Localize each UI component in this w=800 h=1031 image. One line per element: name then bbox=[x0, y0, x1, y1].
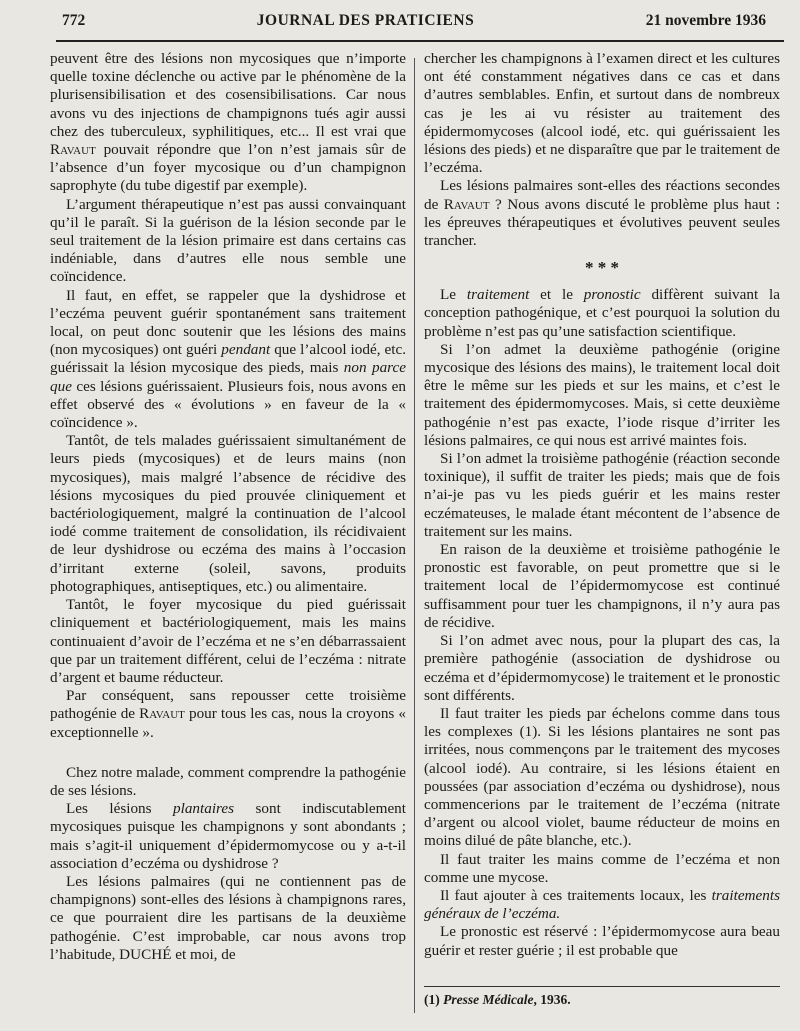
paragraph: Si l’on admet la troisième pathogénie (réaction seconde toxinique), il suffit de traiter les pieds; mais que de fois n’ai-je pas vu les pieds guérir et les mains rester eczémateuses, le malade étant mécontent de l’absence de traitement sur les mains. bbox=[424, 450, 780, 540]
paragraph: En raison de la deuxième et troisième pathogénie le pronostic est favorable, on peut promettre que si le traitement local de l’épidermomycose est continué suffisamment pour tuer les champignons, il n’y aura pas de récidive. bbox=[424, 541, 780, 631]
paragraph: Chez notre malade, comment comprendre la pathogénie de ses lésions. bbox=[50, 763, 406, 799]
paragraph: Il faut, en effet, se rappeler que la dyshidrose et l’eczéma peuvent guérir spontanément sans traitement local, on peut donc soutenir que les lésions des mains (non mycosiques) ont guéri pendant que l’alcool iodé, etc. guérissait la lésion mycosique des pieds, mais non parce que ces lésions guérissaient. Plusieurs fois, nous avons en effet observé des « évolutions » en faveur de la « coïncidence ». bbox=[50, 286, 406, 432]
header-rule bbox=[56, 40, 784, 42]
paragraph: Tantôt, le foyer mycosique du pied guérissait cliniquement et bactériologiquement, mais les mains continuaient d’avoir de l’eczéma et ne s’en débarrassaient que par un traitement différent, celui de l’eczéma : nitrate d’argent et baume réducteur. bbox=[50, 596, 406, 686]
right-column bbox=[424, 50, 780, 960]
paragraph: Les lésions palmaires sont-elles des réactions secondes de Ravaut ? Nous avons discuté le problème plus haut : les épreuves thérapeutiques et évolutives peuvent seules trancher. bbox=[424, 177, 780, 250]
paragraph: Le pronostic est réservé : l’épidermomycose aura beau guérir et rester guérie ; il est probable que bbox=[424, 923, 780, 959]
page-number: 772 bbox=[62, 12, 86, 29]
page-header bbox=[62, 12, 766, 42]
issue-date: 21 novembre 1936 bbox=[645, 12, 766, 29]
left-column bbox=[50, 50, 406, 964]
journal-title: JOURNAL DES PRATICIENS bbox=[256, 12, 475, 29]
paragraph: Il faut traiter les pieds par échelons comme dans tous les complexes (1). Si les lésions plantaires ne sont pas irritées, nous commençons par le traitement des mycoses (alcool iodé). Au contraire, si les lésions étaient en poussées (par association d’eczéma ou dyshidrose), nous commencerions par le traitement de l’eczéma (nitrate d’argent ou alcool violet, baume réducteur de moins en moins dilué de pâte blanche, etc.). bbox=[424, 704, 780, 850]
paragraph: Si l’on admet avec nous, pour la plupart des cas, la première pathogénie (association de dyshidrose ou eczéma et d’épidermomycose) le traitement et le pronostic sont différents. bbox=[424, 632, 780, 704]
paragraph: chercher les champignons à l’examen direct et les cultures ont été constamment négatives dans ce cas et dans d’autres semblables. Enfin, et surtout dans de nombreux cas je les ai vu résister au traitement des épidermomycoses (alcool iodé, etc. qui guérissaient les lésions des pieds) et ne disparaître que par le traitement de l’eczéma. bbox=[424, 50, 780, 177]
paragraph: Si l’on admet la deuxième pathogénie (origine mycosique des lésions des mains), le traitement local doit être le même sur les pieds et sur les mains, et c’est le traitement des épidermomycoses. Mais, si cette deuxième pathogénie n’est pas exacte, l’iode risque d’irriter les lésions palmaires, ce qui nous est arrivé maintes fois. bbox=[424, 340, 780, 449]
paragraph: Les lésions palmaires (qui ne contiennent pas de champignons) sont-elles des lésions à champignons rares, ce que pourraient dire les partisans de la deuxième pathogénie. C’est improbable, car nous avons trop l’habitude, DUCHÉ et moi, de bbox=[50, 872, 406, 963]
paragraph: peuvent être des lésions non mycosiques que n’importe quelle toxine déclenche ou active par le phénomène de la plurisensibilisation et des cosensibilisations. Car nous avons vu des injections de champignons tués agir aussi chez des tuberculeux, syphilitiques, etc... Il est vrai que Ravaut pouvait répondre que l’on n’est jamais sûr de l’absence d’un foyer mycosique ou d’un champignon saprophyte (du tube digestif par exemple). bbox=[50, 50, 406, 195]
section-separator: * * * bbox=[585, 258, 619, 278]
paragraph: Par conséquent, sans repousser cette troisième pathogénie de Ravaut pour tous les cas, nous la croyons « exceptionnelle ». bbox=[50, 687, 407, 741]
paragraph: Il faut ajouter à ces traitements locaux, les traitements généraux de l’eczéma. bbox=[424, 886, 780, 923]
paragraph: Il faut traiter les mains comme de l’eczéma et non comme une mycose. bbox=[424, 850, 780, 886]
paragraph: Les lésions plantaires sont indiscutablement mycosiques puisque les champignons y sont abondants ; mais s’agit-il uniquement d’épidermomycose ou y a-t-il association d’eczéma ou dyshidrose ? bbox=[50, 800, 406, 872]
paragraph: Le traitement et le pronostic diffèrent suivant la conception pathogénique, et c’est pourquoi la solution du problème n’est pas qu’une satisfaction scientifique. bbox=[424, 286, 780, 340]
column-divider bbox=[414, 58, 415, 1013]
paragraph: Tantôt, de tels malades guérissaient simultanément de leurs pieds (mycosiques) et de leurs mains (non mycosiques), mais malgré l’absence de récidive des lésions mycosiques du pied prouvée cliniquement et bactériologiquement, malgré la continuation de l’alcool iodé comme traitement de consolidation, ils récidivaient de leur dyshidrose ou eczéma des mains à l’occasion d’irritant externe (soleil, savons, produits photographiques, antiseptiques, etc.) ou alimentaire. bbox=[50, 432, 406, 595]
author-name: Ravaut bbox=[50, 141, 96, 159]
paragraph: L’argument thérapeutique n’est pas aussi convainquant qu’il le paraît. Si la guérison de la lésion seconde par le seul traitement de la lésion primaire est dans certains cas indéniable, dans d’autres elle nous semble une coïncidence. bbox=[50, 195, 406, 286]
author-name: Ravaut bbox=[443, 195, 490, 213]
footnote: (1) Presse Médicale, 1936. bbox=[424, 986, 780, 1008]
author-name: Ravaut bbox=[139, 705, 185, 723]
